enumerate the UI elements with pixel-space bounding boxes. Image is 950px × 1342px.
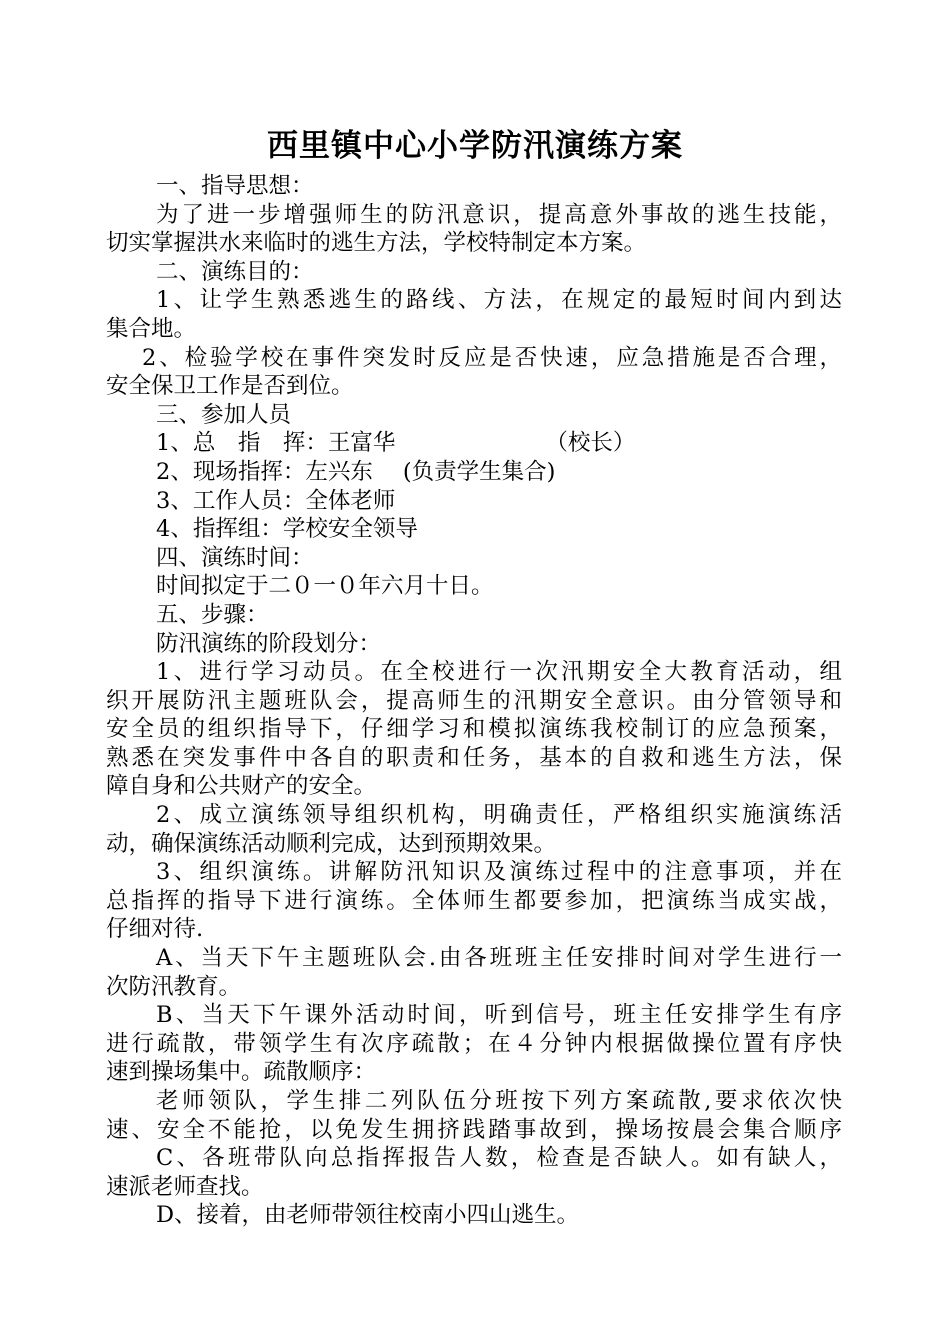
paragraph-line: 切实掌握洪水来临时的逃生方法，学校特制定本方案。 xyxy=(106,230,647,257)
paragraph-line: 速到操场集中。疏散顺序： xyxy=(106,1059,377,1086)
paragraph-line: 2、检验学校在事件突发时反应是否快速，应急措施是否合理， xyxy=(142,344,842,371)
paragraph-line: 熟悉在突发事件中各自的职责和任务，基本的自救和逃生方法，保 xyxy=(106,744,842,771)
paragraph-line: 防汛演练的阶段划分： xyxy=(156,630,382,657)
paragraph-line: 老师领队，学生排二列队伍分班按下列方案疏散,要求依次快 xyxy=(156,1088,842,1114)
staff-onsite-label: 2、现场指挥：左兴东 xyxy=(156,458,373,485)
paragraph-line: 安全员的组织指导下，仔细学习和模拟演练我校制订的应急预案， xyxy=(106,716,842,743)
paragraph-line: 时间拟定于二０一０年六月十日。 xyxy=(156,573,494,600)
paragraph-line: 2、成立演练领导组织机构，明确责任，严格组织实施演练活 xyxy=(156,802,842,829)
paragraph-line: 障自身和公共财产的安全。 xyxy=(106,773,377,800)
paragraph-line: 总指挥的指导下进行演练。全体师生都要参加，把演练当成实战， xyxy=(106,887,842,914)
paragraph-line: 速、安全不能抢，以免发生拥挤践踏事故到，操场按晨会集合顺序 xyxy=(106,1116,842,1143)
paragraph-line: 次防汛教育。 xyxy=(106,973,242,1000)
paragraph-line: C、各班带队向总指挥报告人数，检查是否缺人。如有缺人， xyxy=(156,1145,842,1172)
document-body xyxy=(106,172,842,1230)
paragraph-line: 3、组织演练。讲解防汛知识及演练过程中的注意事项，并在 xyxy=(156,859,842,886)
paragraph-line: A、当天下午主题班队会.由各班班主任安排时间对学生进行一 xyxy=(156,945,842,972)
paragraph-line: 织开展防汛主题班队会，提高师生的汛期安全意识。由分管领导和 xyxy=(106,687,842,714)
staff-onsite-row xyxy=(106,458,842,487)
paragraph-line: 进行疏散，带领学生有次序疏散；在４分钟内根据做操位置有序快 xyxy=(106,1030,842,1057)
paragraph-line: D、接着，由老师带领往校南小四山逃生。 xyxy=(156,1202,580,1229)
paragraph-line: 集合地。 xyxy=(106,315,197,342)
paragraph-line: 为了进一步增强师生的防汛意识，提高意外事故的逃生技能， xyxy=(156,201,842,228)
paragraph-line: B、当天下午课外活动时间，听到信号，班主任安排学生有序 xyxy=(156,1002,842,1029)
paragraph-line: 1、进行学习动员。在全校进行一次汛期安全大教育活动，组 xyxy=(156,659,842,686)
staff-onsite-role: (负责学生集合) xyxy=(402,458,556,485)
staff-commander-label: 1、总 指 挥：王富华 xyxy=(156,430,396,457)
section-heading-participants: 三、参加人员 xyxy=(156,401,292,428)
section-heading-guiding-thought: 一、指导思想： xyxy=(156,173,314,199)
section-heading-time: 四、演练时间： xyxy=(156,544,314,571)
paragraph-line: 1、让学生熟悉逃生的路线、方法，在规定的最短时间内到达 xyxy=(156,287,842,314)
staff-workers-row: 3、工作人员：全体老师 xyxy=(156,487,396,514)
section-heading-steps: 五、步骤： xyxy=(156,601,269,628)
paragraph-line: 速派老师查找。 xyxy=(106,1173,264,1200)
paragraph-line: 安全保卫工作是否到位。 xyxy=(106,373,354,400)
paragraph-line: 仔细对待. xyxy=(106,916,204,943)
staff-commander-row xyxy=(106,429,842,458)
staff-commander-role: （校长） xyxy=(545,430,636,457)
section-heading-purpose: 二、演练目的： xyxy=(156,258,314,285)
paragraph-line: 动，确保演练活动顺利完成，达到预期效果。 xyxy=(106,830,557,857)
staff-group-row: 4、指挥组：学校安全领导 xyxy=(156,516,418,543)
document-title: 西里镇中心小学防汛演练方案 xyxy=(267,128,683,164)
